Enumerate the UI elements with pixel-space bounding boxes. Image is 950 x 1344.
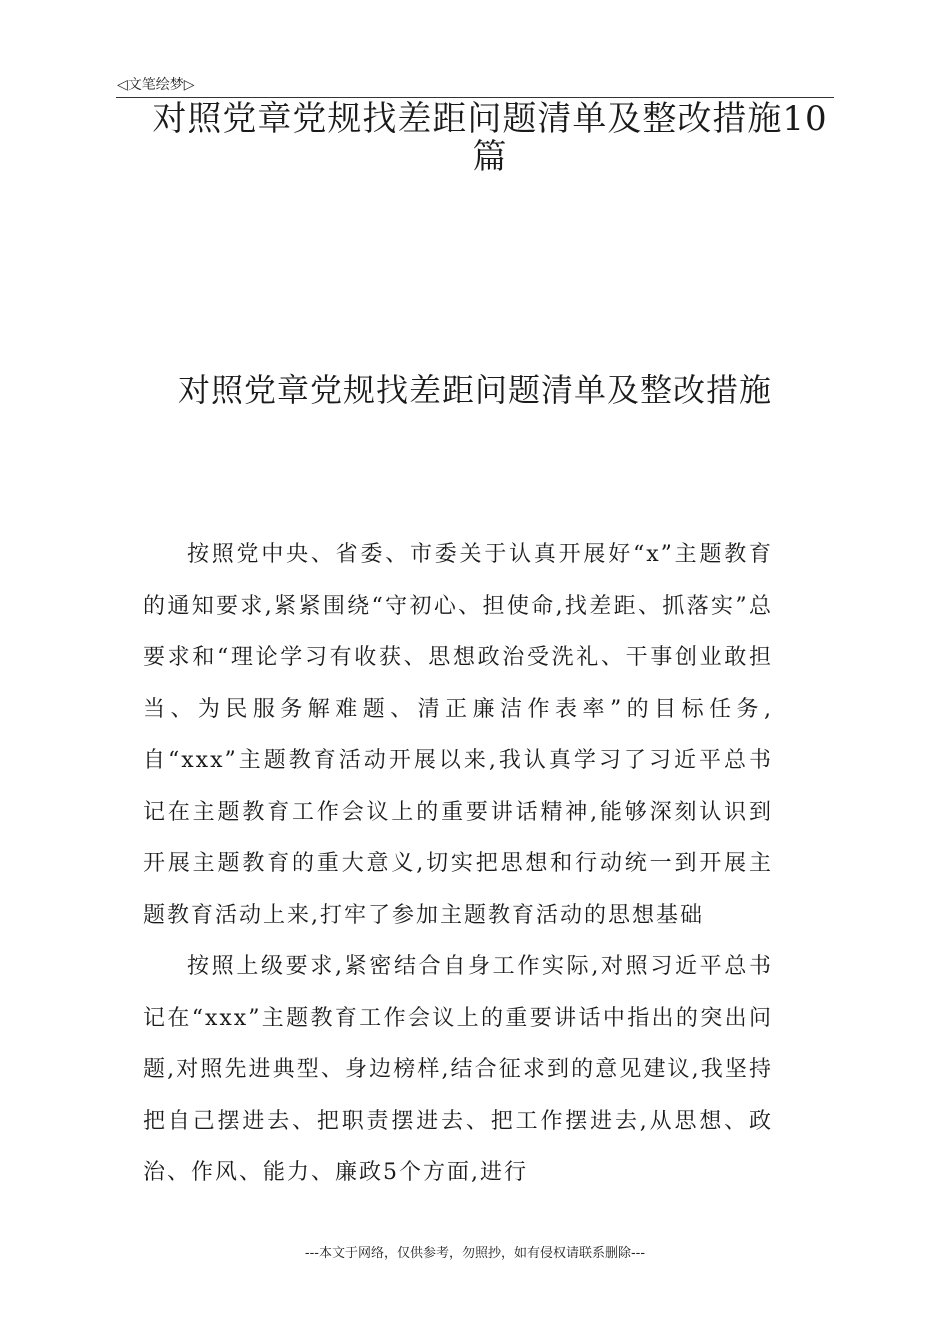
document-body — [143, 529, 773, 1199]
header-brand: ◁文笔绘梦▷ — [117, 77, 195, 93]
section-title: 对照党章党规找差距问题清单及整改措施 — [177, 371, 772, 409]
footer-disclaimer: ---本文于网络，仅供参考，勿照抄，如有侵权请联系删除--- — [304, 1246, 646, 1261]
paragraph: 按照上级要求,紧密结合自身工作实际,对照习近平总书记在“xxx”主题教育工作会议上的重要讲话中指出的突出问题,对照先进典型、身边榜样,结合征求到的意见建议,我坚持把自己摆进去、把职责摆进去、把工作摆进去,从思想、政治、作风、能力、廉政5个方面,进行 — [143, 954, 773, 1185]
paragraph: 按照党中央、省委、市委关于认真开展好“x”主题教育的通知要求,紧紧围绕“守初心、担使命,找差距、抓落实”总要求和“理论学习有收获、思想政治受洗礼、干事创业敢担当、为民服务解难题、清正廉洁作表率”的目标任务,自“xxx”主题教育活动开展以来,我认真学习了习近平总书记在主题教育工作会议上的重要讲话精神,能够深刻认识到开展主题教育的重大意义,切实把思想和行动统一到开展主题教育活动上来,打牢了参加主题教育活动的思想基础 — [143, 542, 773, 928]
document-title: 对照党章党规找差距问题清单及整改措施10篇 — [152, 99, 828, 177]
header-divider — [116, 97, 834, 98]
